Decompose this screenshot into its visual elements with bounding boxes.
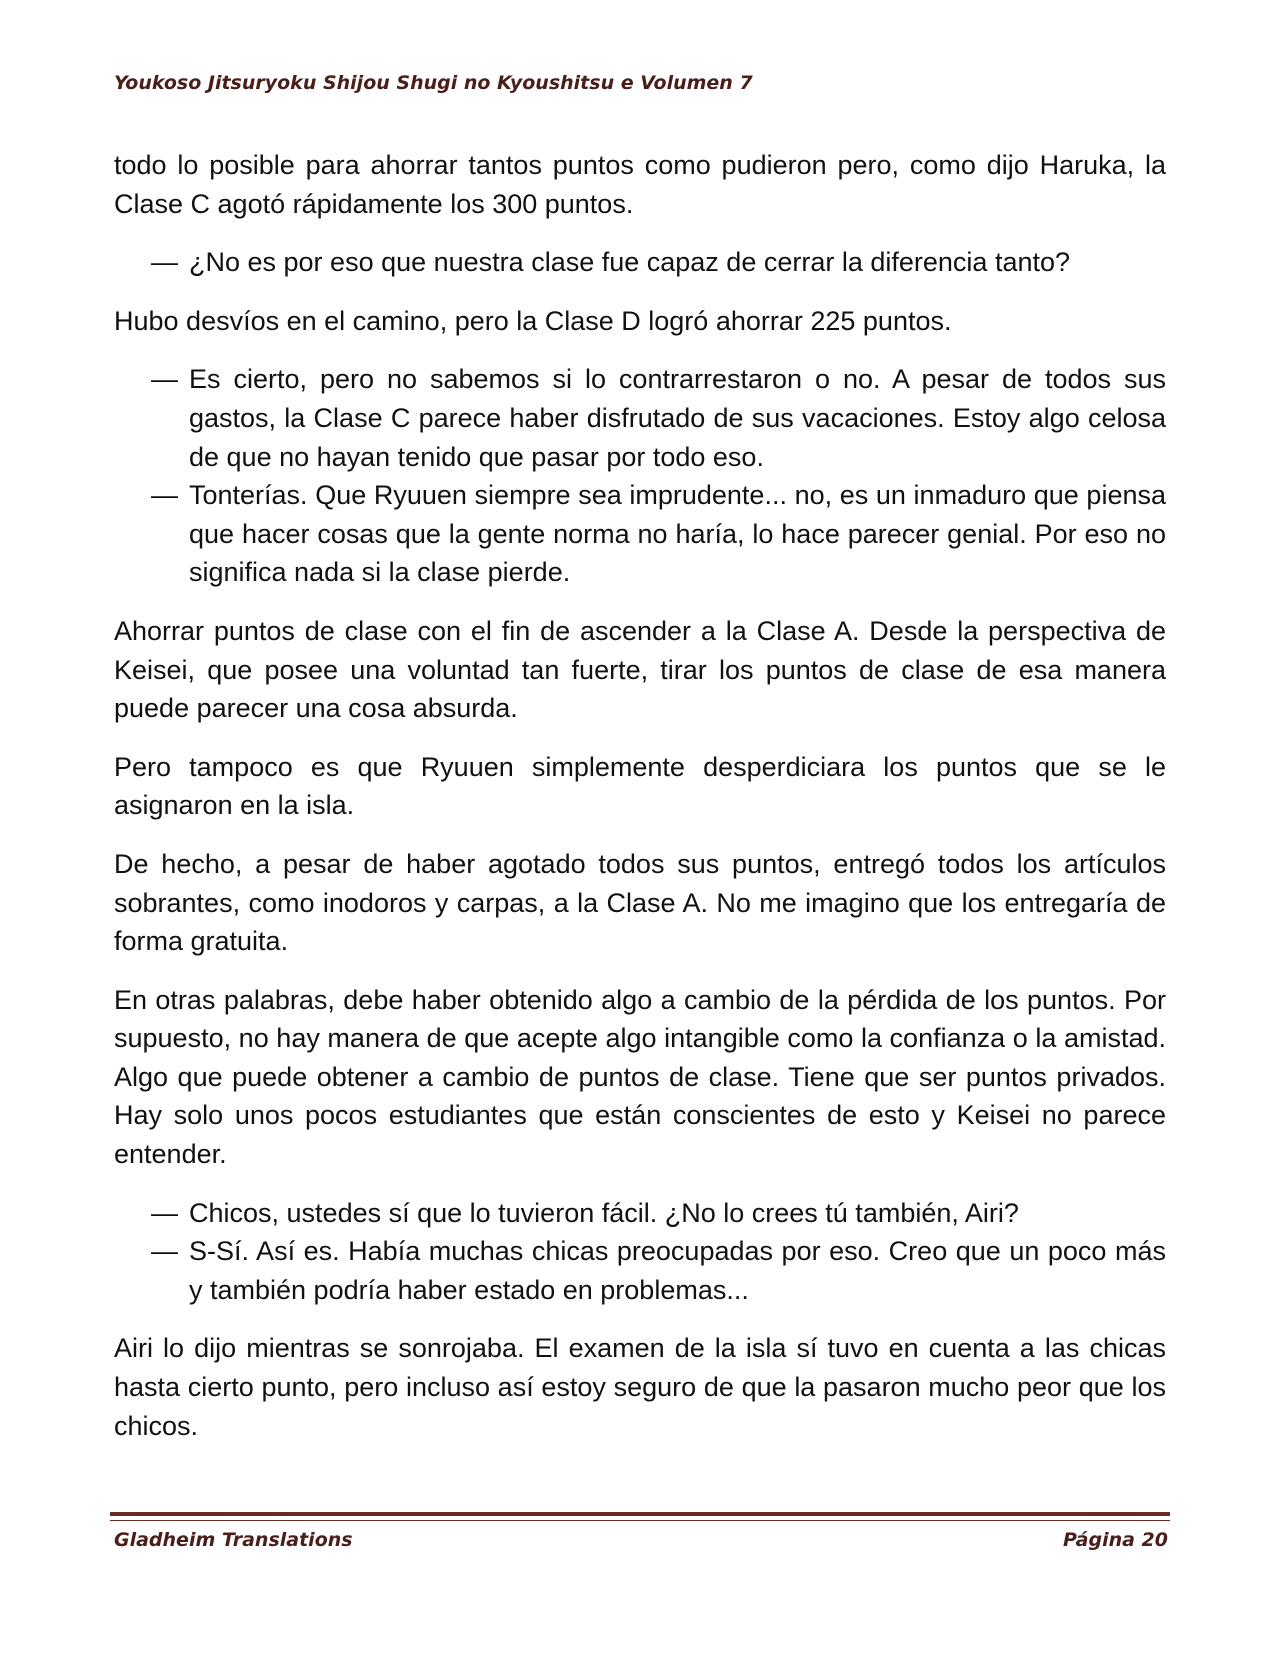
dialogue-text-2: Es cierto, pero no sabemos si lo contrarrestaron o no. A pesar de todos sus gastos, la Clase C parece haber disfrutado de sus vacaciones. Estoy algo celosa de que no hayan tenido que pasar por todo eso. xyxy=(189,364,1166,472)
dialogue-dash: — xyxy=(151,364,178,395)
dialogue-dash: — xyxy=(151,1236,178,1267)
dialogue-dash: — xyxy=(151,480,178,511)
dialogue-text-5: S-Sí. Así es. Había muchas chicas preocupadas por eso. Creo que un poco más y también podría haber estado en problemas... xyxy=(189,1236,1166,1305)
dialogue-line-1 xyxy=(151,243,1166,282)
paragraph-5: De hecho, a pesar de haber agotado todos sus puntos, entregó todos los artículos sobrantes, como inodoros y carpas, a la Clase A. No me imagino que los entregaría de forma gratuita. xyxy=(114,848,1166,957)
paragraph-1: todo lo posible para ahorrar tantos puntos como pudieron pero, como dijo Haruka, la Clase C agotó rápidamente los 300 puntos. xyxy=(114,150,1166,219)
dialogue-text-4: Chicos, ustedes sí que lo tuvieron fácil. ¿No lo crees tú también, Airi? xyxy=(189,1197,1019,1228)
dialogue-line-4 xyxy=(151,1194,1166,1233)
footer-page-number: Página 20 xyxy=(1062,1529,1168,1551)
dialogue-dash: — xyxy=(151,1197,178,1228)
dialogue-text-3: Tonterías. Que Ryuuen siempre sea imprudente... no, es un inmaduro que piensa que hacer cosas que la gente norma no haría, lo hace parecer genial. Por eso no significa nada si la clase pierde. xyxy=(189,480,1166,588)
paragraph-6: En otras palabras, debe haber obtenido algo a cambio de la pérdida de los puntos. Por supuesto, no hay manera de que acepte algo intangible como la confianza o la amistad. Algo que puede obtener a cambio de puntos de clase. Tiene que ser puntos privados. Hay solo unos pocos estudiantes que están conscientes de esto y Keisei no parece entender. xyxy=(114,984,1166,1170)
paragraph-2: Hubo desvíos en el camino, pero la Clase D logró ahorrar 225 puntos. xyxy=(114,305,952,336)
dialogue-line-2 xyxy=(151,360,1166,476)
dialogue-text-1: ¿No es por eso que nuestra clase fue capaz de cerrar la diferencia tanto? xyxy=(189,247,1071,278)
page-header-title: Youkoso Jitsuryoku Shijou Shugi no Kyoushitsu e Volumen 7 xyxy=(114,72,753,94)
footer-credit: Gladheim Translations xyxy=(114,1529,353,1551)
paragraph-3: Ahorrar puntos de clase con el fin de ascender a la Clase A. Desde la perspectiva de Keisei, que posee una voluntad tan fuerte, tirar los puntos de clase de esa manera puede parecer una cosa absurda. xyxy=(114,615,1166,724)
dialogue-dash: — xyxy=(151,247,178,278)
paragraph-4: Pero tampoco es que Ryuuen simplemente desperdiciara los puntos que se le asignaron en la isla. xyxy=(114,751,1166,821)
dialogue-group-3 xyxy=(114,1194,1166,1310)
dialogue-group-2 xyxy=(114,360,1166,592)
dialogue-group-1 xyxy=(114,243,1166,282)
dialogue-line-5 xyxy=(151,1232,1166,1309)
footer-divider-thin xyxy=(110,1520,1170,1521)
page-body xyxy=(114,146,1166,1465)
paragraph-7: Airi lo dijo mientras se sonrojaba. El examen de la isla sí tuvo en cuenta a las chicas hasta cierto punto, pero incluso así estoy seguro de que la pasaron mucho peor que los chicos. xyxy=(114,1333,1166,1441)
dialogue-line-3 xyxy=(151,476,1166,592)
footer-divider xyxy=(110,1512,1170,1516)
